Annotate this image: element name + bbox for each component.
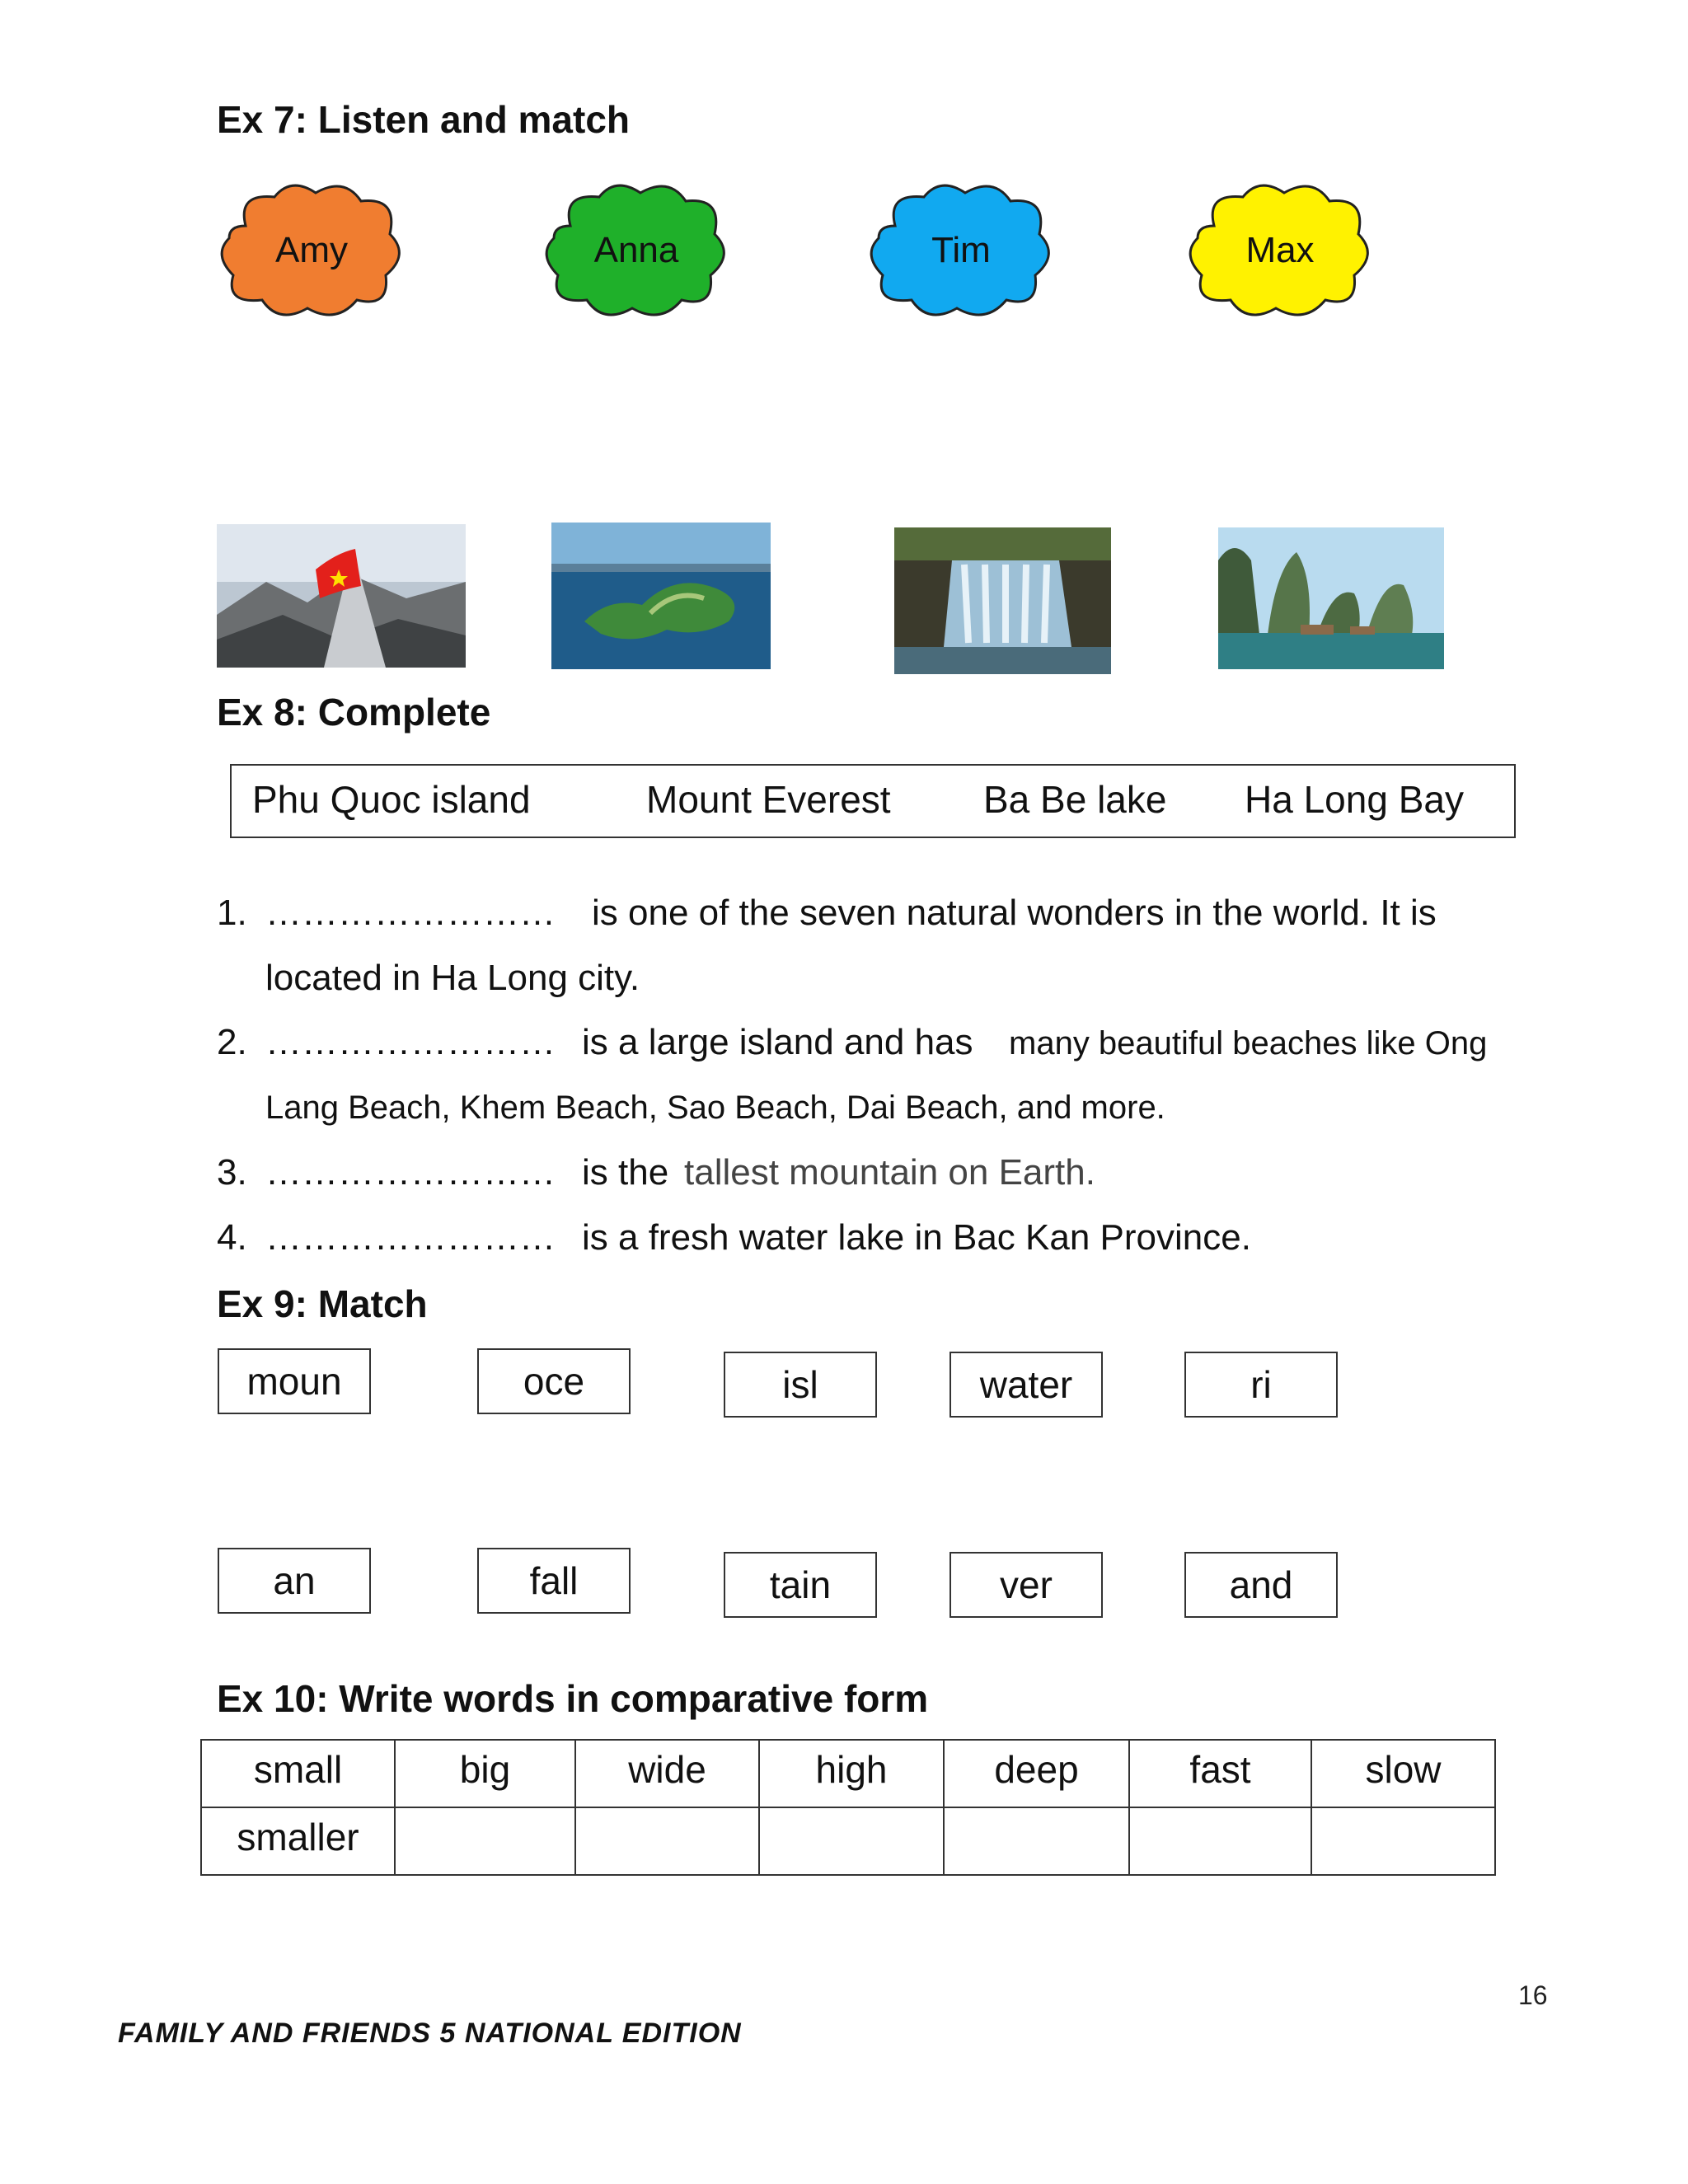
sentence-continuation: Lang Beach, Khem Beach, Sao Beach, Dai Beach, and more.	[265, 1090, 1165, 1126]
answer-cell[interactable]: smaller	[201, 1807, 395, 1875]
name-cloud-max	[1181, 176, 1379, 325]
match-box-bottom[interactable]: ver	[950, 1552, 1103, 1618]
sentence-number: 2.	[217, 1022, 247, 1062]
answer-blank[interactable]: ……………………	[265, 1022, 556, 1062]
answer-cell[interactable]	[575, 1807, 759, 1875]
adjective-cell: big	[395, 1740, 575, 1807]
table-row-adjectives	[201, 1740, 1495, 1807]
adjective-cell: wide	[575, 1740, 759, 1807]
sentence-text: is the	[582, 1152, 669, 1193]
waterfall-image	[894, 527, 1111, 674]
sentence-number: 1.	[217, 893, 247, 933]
word-bank-item: Phu Quoc island	[252, 778, 531, 821]
cloud-label: Max	[1245, 230, 1315, 270]
name-cloud-anna	[537, 176, 735, 325]
adjective-cell: small	[201, 1740, 395, 1807]
word-bank-box	[230, 764, 1516, 838]
match-box-bottom[interactable]: and	[1184, 1552, 1338, 1618]
page-number: 16	[1518, 1980, 1548, 2010]
adjective-cell: slow	[1311, 1740, 1495, 1807]
match-box-top[interactable]: oce	[477, 1348, 631, 1414]
cloud-label: Amy	[275, 230, 348, 270]
name-cloud-amy	[213, 176, 410, 325]
table-row-answers	[201, 1807, 1495, 1875]
adjective-cell: fast	[1129, 1740, 1311, 1807]
cloud-label: Tim	[931, 230, 991, 270]
sentence-number: 4.	[217, 1217, 247, 1258]
footer-title: FAMILY AND FRIENDS 5 NATIONAL EDITION	[118, 2018, 742, 2049]
answer-cell[interactable]	[944, 1807, 1129, 1875]
ha-long-bay-image	[1218, 527, 1444, 669]
word-bank-item: Mount Everest	[646, 778, 891, 821]
answer-blank[interactable]: ……………………	[265, 893, 556, 933]
answer-blank[interactable]: ……………………	[265, 1152, 556, 1193]
name-cloud-tim	[862, 176, 1060, 325]
comparative-table	[200, 1739, 1496, 1876]
match-box-bottom[interactable]: tain	[724, 1552, 877, 1618]
match-box-bottom[interactable]: an	[218, 1548, 371, 1614]
match-box-top[interactable]: ri	[1184, 1352, 1338, 1418]
ex7-heading: Ex 7: Listen and match	[217, 98, 631, 141]
answer-cell[interactable]	[1311, 1807, 1495, 1875]
ex8-heading: Ex 8: Complete	[217, 691, 491, 733]
answer-cell[interactable]	[1129, 1807, 1311, 1875]
adjective-cell: deep	[944, 1740, 1129, 1807]
match-box-bottom[interactable]: fall	[477, 1548, 631, 1614]
answer-cell[interactable]	[759, 1807, 944, 1875]
sentence-continuation: located in Ha Long city.	[265, 958, 640, 998]
match-box-top[interactable]: moun	[218, 1348, 371, 1414]
match-box-top[interactable]: water	[950, 1352, 1103, 1418]
sentence-text-grey: tallest mountain on Earth.	[684, 1152, 1095, 1193]
word-bank-item: Ba Be lake	[983, 778, 1167, 821]
adjective-cell: high	[759, 1740, 944, 1807]
ex10-heading: Ex 10: Write words in comparative form	[217, 1677, 929, 1720]
sentence-text-small: many beautiful beaches like Ong	[1009, 1025, 1488, 1062]
answer-cell[interactable]	[395, 1807, 575, 1875]
match-box-top[interactable]: isl	[724, 1352, 877, 1418]
sentence-text: is one of the seven natural wonders in the world. It is	[592, 893, 1437, 933]
sentence-text: is a fresh water lake in Bac Kan Province.	[582, 1217, 1251, 1258]
ex9-heading: Ex 9: Match	[217, 1282, 428, 1325]
sentence-number: 3.	[217, 1152, 247, 1193]
word-bank-item: Ha Long Bay	[1245, 778, 1464, 821]
cloud-label: Anna	[593, 230, 679, 270]
sentence-text: is a large island and has	[582, 1022, 973, 1062]
green-island-image	[551, 523, 771, 669]
answer-blank[interactable]: ……………………	[265, 1217, 556, 1258]
mountain-peak-with-flag-image	[217, 524, 466, 668]
